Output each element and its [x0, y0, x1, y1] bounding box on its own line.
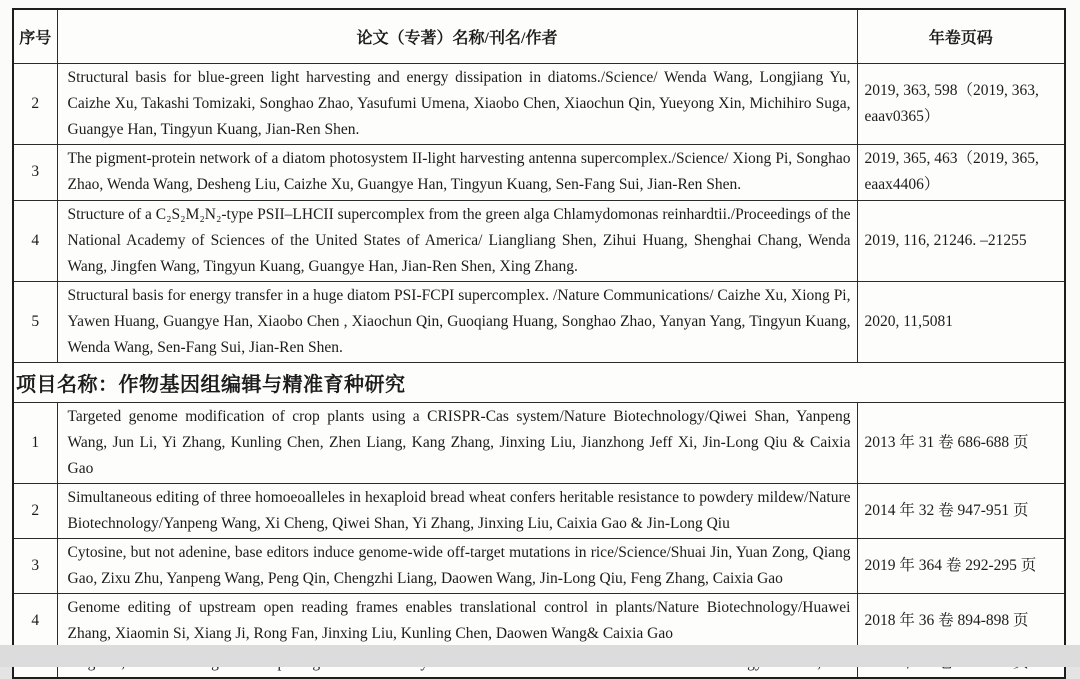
row-index: 1 [13, 402, 57, 483]
row-title: Structure of a C₂S₂M₂N₂-type PSII–LHCII supercomplex from the green alga Chlamydomonas reinhardtii./Proceedings of the National Academy of Sciences of the United States of America/ Liangliang Shen, Zihui Huang, Shenghai Chang, Wenda Wang, Jingfen Wang, Tingyun Kuang, Guangye Han, Jian-Ren Shen, Xing Zhang. [57, 200, 857, 281]
row-index: 3 [13, 538, 57, 593]
row-pages: 2019 年 364 卷 292-295 页 [857, 538, 1065, 593]
table-row [13, 63, 1065, 144]
table-row [13, 483, 1065, 538]
section-heading: 项目名称：作物基因组编辑与精准育种研究 [13, 362, 1065, 402]
row-pages: 2018 年 36 卷 894-898 页 [857, 593, 1065, 648]
table-row [13, 402, 1065, 483]
table-row [13, 593, 1065, 648]
header-title: 论文（专著）名称/刊名/作者 [57, 9, 857, 63]
row-index: 5 [13, 281, 57, 362]
row-pages: 2014 年 32 卷 947-951 页 [857, 483, 1065, 538]
header-index: 序号 [13, 9, 57, 63]
row-index: 4 [13, 200, 57, 281]
row-pages: 2013 年 31 卷 686-688 页 [857, 402, 1065, 483]
row-title: Simultaneous editing of three homoeoalleles in hexaploid bread wheat confers heritable resistance to powdery mildew/Nature Biotechnology/Yanpeng Wang, Xi Cheng, Qiwei Shan, Yi Zhang, Jinxing Liu, Caixia Gao & Jin-Long Qiu [57, 483, 857, 538]
row-pages: 2020, 11,5081 [857, 281, 1065, 362]
row-title: Targeted genome modification of crop plants using a CRISPR-Cas system/Nature Biotechnology/Qiwei Shan, Yanpeng Wang, Jun Li, Yi Zhang, Kunling Chen, Zhen Liang, Kang Zhang, Jinxing Liu, Jianzhong Jeff Xi, Jin-Long Qiu & Caixia Gao [57, 402, 857, 483]
scan-bottom-edge [0, 645, 1080, 667]
table-row [13, 538, 1065, 593]
row-title: Structural basis for energy transfer in a huge diatom PSI-FCPI supercomplex. /Nature Communications/ Caizhe Xu, Xiong Pi, Yawen Huang, Guangye Han, Xiaobo Chen , Xiaochun Qin, Guoqiang Huang, Songhao Zhao, Yanyan Yang, Tingyun Kuang, Wenda Wang, Sen-Fang Sui, Jian-Ren Shen. [57, 281, 857, 362]
publications-table [12, 8, 1066, 679]
row-title: Genome editing of upstream open reading frames enables translational control in plants/Nature Biotechnology/Huawei Zhang, Xiaomin Si, Xiang Ji, Rong Fan, Jinxing Liu, Kunling Chen, Daowen Wang& Caixia Gao [57, 593, 857, 648]
row-title: Cytosine, but not adenine, base editors induce genome-wide off-target mutations in rice/Science/Shuai Jin, Yuan Zong, Qiang Gao, Zixu Zhu, Yanpeng Wang, Peng Qin, Chengzhi Liang, Daowen Wang, Jin-Long Qiu, Feng Zhang, Caixia Gao [57, 538, 857, 593]
header-pages: 年卷页码 [857, 9, 1065, 63]
row-index: 4 [13, 593, 57, 648]
table-row [13, 144, 1065, 200]
row-title: Structural basis for blue-green light harvesting and energy dissipation in diatoms./Science/ Wenda Wang, Longjiang Yu, Caizhe Xu, Takashi Tomizaki, Songhao Zhao, Yasufumi Umena, Xiaobo Chen, Xiaochun Qin, Yueyong Xin, Michihiro Suga, Guangye Han, Tingyun Kuang, Jian-Ren Shen. [57, 63, 857, 144]
section-heading-row [13, 362, 1065, 402]
table-header-row [13, 9, 1065, 63]
table-row [13, 281, 1065, 362]
row-index: 3 [13, 144, 57, 200]
row-pages: 2019, 365, 463（2019, 365, eaax4406） [857, 144, 1065, 200]
row-pages: 2019, 116, 21246. –21255 [857, 200, 1065, 281]
table-row [13, 200, 1065, 281]
row-pages: 2019, 363, 598（2019, 363, eaav0365） [857, 63, 1065, 144]
row-index: 2 [13, 483, 57, 538]
row-title: The pigment-protein network of a diatom photosystem II-light harvesting antenna supercomplex./Science/ Xiong Pi, Songhao Zhao, Wenda Wang, Desheng Liu, Caizhe Xu, Guangye Han, Tingyun Kuang, Sen-Fang Sui, Jian-Ren Shen. [57, 144, 857, 200]
row-index: 2 [13, 63, 57, 144]
